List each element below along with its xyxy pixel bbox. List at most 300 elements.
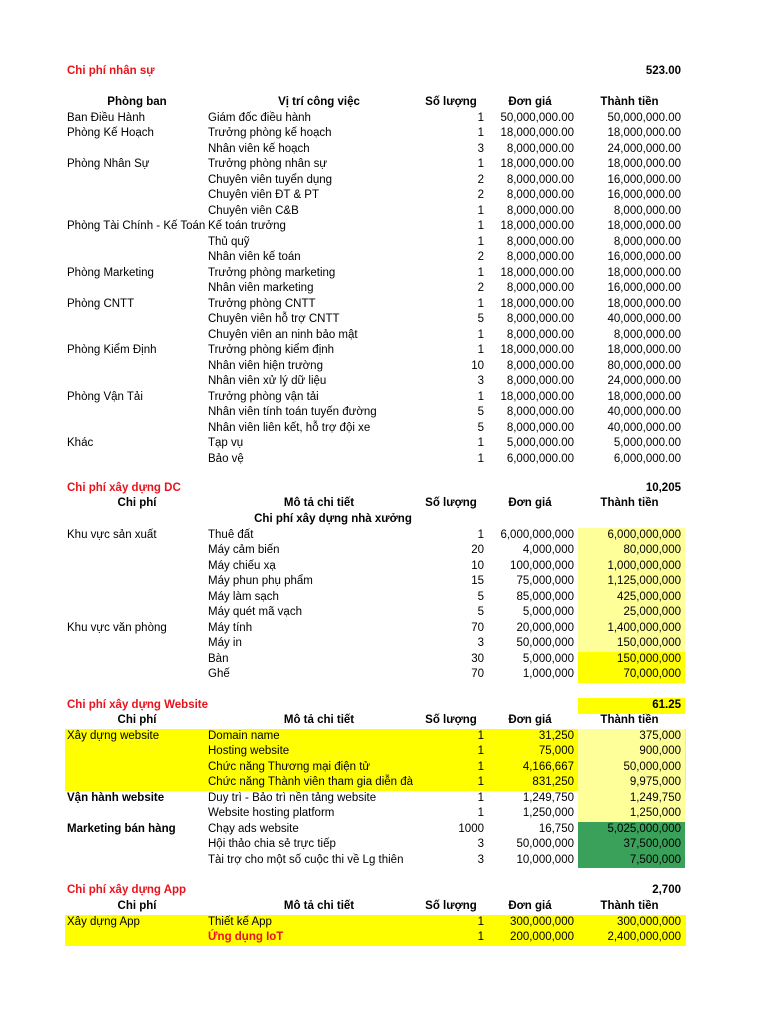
cell-unit-price[interactable]: 50,000,000 [516, 637, 574, 649]
cell-amount[interactable]: 50,000,000 [578, 760, 685, 776]
cell-category[interactable]: Marketing bán hàng [67, 822, 176, 835]
cell-category[interactable]: Phòng Kiểm Định [67, 344, 157, 356]
cell-description[interactable]: Bảo vệ [208, 452, 244, 465]
table-row [0, 359, 768, 375]
cell-quantity[interactable]: 3 [477, 142, 484, 155]
cell-category[interactable]: Khác [67, 437, 94, 449]
table-row [0, 405, 768, 421]
section-title[interactable]: Chi phí xây dựng App [67, 884, 187, 896]
cell-category[interactable] [67, 559, 207, 575]
cell-unit-price[interactable]: 31,250 [538, 729, 574, 742]
cell-unit-price[interactable]: 18,000,000.00 [500, 344, 574, 356]
cell-amount[interactable]: 18,000,000.00 [607, 297, 681, 310]
cell-amount[interactable]: 425,000,000 [578, 590, 685, 606]
cell-description[interactable]: Ứng dụng IoT [208, 931, 284, 943]
cell-amount[interactable]: 8,000,000.00 [613, 204, 681, 217]
cell-amount[interactable]: 16,000,000.00 [607, 251, 681, 263]
cell-unit-price[interactable]: 5,000,000 [522, 652, 574, 665]
cell-description[interactable]: Trưởng phòng kế hoạch [208, 127, 332, 139]
cell-unit-price[interactable]: 8,000,000.00 [506, 189, 574, 201]
cell-unit-price[interactable]: 831,250 [532, 776, 574, 788]
table-row [0, 528, 768, 544]
cell-description[interactable]: Chuyên viên ĐT & PT [208, 189, 320, 201]
header-col-b[interactable]: Mô tả chi tiết [283, 714, 355, 726]
cell-amount[interactable]: 70,000,000 [578, 667, 685, 683]
header-col-unit-price[interactable]: Đơn giá [508, 497, 552, 509]
cell-quantity[interactable]: 1 [477, 158, 484, 170]
cell-unit-price[interactable]: 8,000,000.00 [506, 235, 574, 248]
section-title-row [0, 64, 768, 80]
cell-quantity[interactable]: 1 [477, 729, 484, 742]
cell-amount[interactable]: 40,000,000.00 [607, 406, 681, 418]
table-row [0, 126, 768, 142]
cell-quantity[interactable]: 1 [477, 745, 484, 757]
cell-category[interactable] [67, 806, 207, 822]
cell-quantity[interactable]: 1000 [458, 822, 484, 835]
cell-description[interactable]: Hosting website [208, 745, 290, 757]
cell-category[interactable] [67, 543, 207, 559]
cell-unit-price[interactable]: 85,000,000 [516, 590, 574, 603]
cell-quantity[interactable]: 1 [477, 328, 484, 341]
cell-category[interactable]: Phòng Vận Tải [67, 390, 143, 403]
cell-category[interactable]: Phòng CNTT [67, 297, 135, 310]
cell-amount[interactable]: 6,000,000.00 [613, 452, 681, 465]
cell-unit-price[interactable]: 50,000,000.00 [500, 111, 574, 124]
cell-description[interactable]: Chạy ads website [208, 822, 299, 835]
cell-quantity[interactable]: 1 [477, 776, 484, 788]
header-col-b[interactable]: Mô tả chi tiết [283, 497, 355, 509]
header-col-amount[interactable]: Thành tiền [600, 96, 659, 108]
cell-category[interactable] [67, 235, 207, 251]
cell-description[interactable]: Domain name [208, 729, 280, 742]
header-col-b[interactable]: Vị trí công việc [278, 96, 360, 108]
section-title[interactable]: Chi phí nhân sự [67, 65, 155, 77]
sub-header[interactable]: Chi phí xây dựng nhà xưởng [254, 513, 412, 525]
table-row [0, 390, 768, 406]
section-total[interactable]: 523.00 [645, 65, 681, 77]
cell-amount[interactable]: 5,000,000.00 [613, 437, 681, 449]
column-header-row [0, 496, 768, 512]
cell-amount[interactable]: 18,000,000.00 [607, 266, 681, 279]
cell-unit-price[interactable]: 8,000,000.00 [506, 204, 574, 217]
cell-category[interactable] [67, 204, 207, 220]
cell-amount[interactable]: 8,000,000.00 [613, 235, 681, 248]
cell-description[interactable]: Kế toán trưởng [208, 220, 286, 232]
cell-amount[interactable]: 900,000 [578, 744, 685, 760]
cell-amount[interactable]: 1,125,000,000 [578, 574, 685, 590]
cell-description[interactable]: Tài trợ cho một số cuộc thi về Lg thiên [208, 853, 404, 866]
header-col-a[interactable]: Phòng ban [107, 96, 167, 108]
cell-description[interactable]: Ghế [208, 668, 230, 680]
header-col-a[interactable]: Chi phí [117, 900, 157, 912]
cell-unit-price[interactable]: 8,000,000.00 [506, 313, 574, 325]
cell-quantity[interactable]: 3 [477, 838, 484, 850]
cell-description[interactable]: Nhân viên liên kết, hỗ trợ đội xe [208, 421, 371, 434]
cell-amount[interactable]: 80,000,000.00 [607, 359, 681, 372]
cell-category[interactable] [67, 590, 207, 606]
cell-description[interactable]: Nhân viên marketing [208, 282, 314, 294]
cell-quantity[interactable]: 1 [477, 760, 484, 773]
cell-quantity[interactable]: 1 [477, 452, 484, 465]
table-row [0, 590, 768, 606]
cell-description[interactable]: Trưởng phòng CNTT [208, 297, 316, 310]
section-title[interactable]: Chi phí xây dựng DC [67, 482, 181, 494]
cell-category[interactable] [67, 312, 207, 328]
cell-unit-price[interactable]: 300,000,000 [510, 915, 574, 928]
cell-description[interactable]: Máy tính [208, 621, 253, 634]
cell-quantity[interactable]: 1 [477, 204, 484, 217]
cell-unit-price[interactable]: 100,000,000 [510, 559, 574, 572]
cell-amount[interactable]: 18,000,000.00 [607, 390, 681, 403]
cell-category[interactable]: Xây dựng App [67, 915, 140, 928]
cell-quantity[interactable]: 1 [477, 437, 484, 449]
cell-category[interactable] [67, 421, 207, 437]
cell-unit-price[interactable]: 5,000,000.00 [506, 437, 574, 449]
cell-category[interactable] [67, 930, 207, 946]
cell-category[interactable] [67, 405, 207, 421]
cell-quantity[interactable]: 70 [471, 621, 484, 634]
section-total[interactable]: 2,700 [652, 884, 681, 896]
cell-description[interactable]: Hội thảo chia sẻ trực tiếp [208, 838, 336, 850]
table-row [0, 250, 768, 266]
table-row [0, 621, 768, 637]
cell-description[interactable]: Bàn [208, 652, 229, 665]
table-row [0, 436, 768, 452]
table-row [0, 791, 768, 807]
cell-amount[interactable]: 18,000,000.00 [607, 127, 681, 139]
cell-quantity[interactable]: 3 [477, 637, 484, 649]
cell-unit-price[interactable]: 18,000,000.00 [500, 390, 574, 403]
table-row [0, 667, 768, 683]
cell-description[interactable]: Chuyên viên tuyển dụng [208, 173, 333, 186]
cell-amount[interactable]: 300,000,000 [617, 915, 681, 928]
cell-category[interactable] [67, 760, 207, 776]
cell-description[interactable]: Trưởng phòng nhân sự [208, 158, 328, 170]
cell-quantity[interactable]: 1 [477, 390, 484, 403]
cell-amount[interactable]: 18,000,000.00 [607, 158, 681, 170]
cell-quantity[interactable]: 5 [477, 590, 484, 603]
table-row [0, 219, 768, 235]
table-row [0, 142, 768, 158]
cell-quantity[interactable]: 1 [477, 791, 484, 804]
cell-amount[interactable]: 50,000,000.00 [607, 111, 681, 124]
cell-unit-price[interactable]: 1,249,750 [522, 791, 574, 804]
cell-unit-price[interactable]: 1,000,000 [522, 668, 574, 680]
header-col-qty[interactable]: Số lượng [425, 714, 477, 726]
cell-unit-price[interactable]: 4,000,000 [522, 544, 574, 556]
cell-description[interactable]: Nhân viên kế hoạch [208, 142, 310, 155]
cell-quantity[interactable]: 2 [477, 251, 484, 263]
table-row [0, 173, 768, 189]
cell-unit-price[interactable]: 75,000,000 [516, 575, 574, 587]
table-row [0, 822, 768, 838]
cell-description[interactable]: Duy trì - Bảo trì nền tảng website [208, 791, 377, 804]
cell-amount[interactable]: 7,500,000 [578, 853, 685, 869]
cell-quantity[interactable]: 1 [477, 915, 484, 928]
cell-description[interactable]: Thủ quỹ [208, 235, 250, 248]
cell-quantity[interactable]: 5 [477, 606, 484, 618]
table-row [0, 343, 768, 359]
cell-description[interactable]: Nhân viên kế toán [208, 251, 301, 263]
table-row [0, 543, 768, 559]
cell-unit-price[interactable]: 16,750 [538, 822, 574, 835]
section-total[interactable]: 10,205 [645, 482, 681, 494]
header-col-a[interactable]: Chi phí [117, 714, 157, 726]
header-col-amount[interactable]: Thành tiền [600, 900, 659, 912]
cell-unit-price[interactable]: 8,000,000.00 [506, 251, 574, 263]
column-header-row [0, 713, 768, 729]
cell-unit-price[interactable]: 8,000,000.00 [506, 421, 574, 434]
section-total[interactable]: 61.25 [578, 698, 685, 714]
cell-description[interactable]: Máy chiếu xạ [208, 559, 276, 572]
cell-amount[interactable]: 16,000,000.00 [607, 173, 681, 186]
cell-unit-price[interactable]: 5,000,000 [522, 606, 574, 618]
cell-quantity[interactable]: 1 [477, 931, 484, 943]
table-row [0, 605, 768, 621]
cell-quantity[interactable]: 3 [477, 375, 484, 387]
cell-amount[interactable]: 8,000,000.00 [613, 328, 681, 341]
cell-category[interactable] [67, 636, 207, 652]
cell-unit-price[interactable]: 8,000,000.00 [506, 375, 574, 387]
cell-quantity[interactable]: 15 [471, 575, 484, 587]
table-row [0, 421, 768, 437]
cell-category[interactable] [67, 744, 207, 760]
table-row [0, 729, 768, 745]
cell-category[interactable] [67, 142, 207, 158]
cell-unit-price[interactable]: 18,000,000.00 [500, 127, 574, 139]
cell-quantity[interactable]: 10 [471, 359, 484, 372]
cell-description[interactable]: Máy làm sạch [208, 590, 279, 603]
cell-category[interactable] [67, 853, 207, 869]
cell-description[interactable]: Máy in [208, 637, 242, 649]
table-row [0, 559, 768, 575]
cell-category[interactable]: Phòng Marketing [67, 266, 154, 279]
cell-quantity[interactable]: 2 [477, 189, 484, 201]
section-title-row [0, 883, 768, 899]
table-row [0, 636, 768, 652]
cell-description[interactable]: Tạp vụ [208, 437, 244, 449]
table-row [0, 775, 768, 791]
cell-amount[interactable]: 375,000 [578, 729, 685, 745]
table-row [0, 915, 768, 931]
cell-unit-price[interactable]: 200,000,000 [510, 931, 574, 943]
section-title[interactable]: Chi phí xây dựng Website [67, 699, 209, 711]
cell-unit-price[interactable]: 50,000,000 [516, 838, 574, 850]
cell-quantity[interactable]: 1 [477, 807, 484, 819]
cell-category[interactable]: Vận hành website [67, 791, 165, 804]
cell-unit-price[interactable]: 8,000,000.00 [506, 282, 574, 294]
cell-category[interactable] [67, 281, 207, 297]
table-row [0, 806, 768, 822]
cell-quantity[interactable]: 1 [477, 528, 484, 541]
cell-amount[interactable]: 5,025,000,000 [578, 822, 685, 838]
header-col-b[interactable]: Mô tả chi tiết [283, 900, 355, 912]
cell-category[interactable] [67, 188, 207, 204]
cell-description[interactable]: Trưởng phòng vận tải [208, 390, 319, 403]
cell-quantity[interactable]: 1 [477, 235, 484, 248]
cell-quantity[interactable]: 10 [471, 559, 484, 572]
cell-description[interactable]: Website hosting platform [208, 807, 335, 819]
cell-unit-price[interactable]: 8,000,000.00 [506, 328, 574, 341]
cell-unit-price[interactable]: 8,000,000.00 [506, 406, 574, 418]
header-col-unit-price[interactable]: Đơn giá [508, 96, 552, 108]
cell-quantity[interactable]: 5 [477, 421, 484, 434]
cell-quantity[interactable]: 5 [477, 406, 484, 418]
cell-description[interactable]: Thiết kế App [208, 915, 272, 928]
cell-quantity[interactable]: 2 [477, 173, 484, 186]
cell-amount[interactable]: 24,000,000.00 [607, 375, 681, 387]
cell-category[interactable]: Xây dựng website [67, 729, 160, 742]
cell-unit-price[interactable]: 1,250,000 [522, 807, 574, 819]
table-row [0, 837, 768, 853]
cell-category[interactable]: Phòng Nhân Sự [67, 158, 150, 170]
cell-unit-price[interactable]: 8,000,000.00 [506, 142, 574, 155]
cell-description[interactable]: Chuyên viên an ninh bảo mật [208, 328, 358, 341]
cell-category[interactable] [67, 837, 207, 853]
cell-quantity[interactable]: 1 [477, 266, 484, 279]
cell-description[interactable]: Chức năng Thành viên tham gia diễn đà [208, 776, 414, 788]
cell-description[interactable]: Thuê đất [208, 528, 254, 541]
cell-amount[interactable]: 1,249,750 [578, 791, 685, 807]
cell-category[interactable]: Phòng Tài Chính - Kế Toán [67, 220, 206, 232]
header-col-unit-price[interactable]: Đơn giá [508, 714, 552, 726]
cell-category[interactable]: Ban Điều Hành [67, 111, 145, 124]
cell-amount[interactable]: 37,500,000 [578, 837, 685, 853]
sub-header-row [0, 512, 768, 528]
cell-quantity[interactable]: 2 [477, 282, 484, 294]
table-row [0, 312, 768, 328]
cell-description[interactable]: Máy cảm biến [208, 544, 280, 556]
cell-description[interactable]: Trưởng phòng kiểm định [208, 344, 335, 356]
cell-description[interactable]: Nhân viên xử lý dữ liệu [208, 375, 327, 387]
header-col-a[interactable]: Chi phí [117, 497, 157, 509]
cell-unit-price[interactable]: 75,000 [538, 745, 574, 757]
header-col-unit-price[interactable]: Đơn giá [508, 900, 552, 912]
cell-description[interactable]: Trưởng phòng marketing [208, 266, 336, 279]
header-col-qty[interactable]: Số lượng [425, 497, 477, 509]
cell-unit-price[interactable]: 8,000,000.00 [506, 173, 574, 186]
cell-amount[interactable]: 1,250,000 [578, 806, 685, 822]
cell-amount[interactable]: 40,000,000.00 [607, 421, 681, 434]
cell-category[interactable] [67, 667, 207, 683]
cell-quantity[interactable]: 3 [477, 853, 484, 866]
header-col-amount[interactable]: Thành tiền [600, 714, 659, 726]
cell-quantity[interactable]: 20 [471, 544, 484, 556]
table-row [0, 297, 768, 313]
cell-quantity[interactable]: 1 [477, 344, 484, 356]
cell-category[interactable] [67, 328, 207, 344]
cell-amount[interactable]: 24,000,000.00 [607, 142, 681, 155]
cell-unit-price[interactable]: 4,166,667 [522, 760, 574, 773]
cell-amount[interactable]: 16,000,000.00 [607, 282, 681, 294]
cell-category[interactable] [67, 605, 207, 621]
cell-amount[interactable]: 6,000,000,000 [578, 528, 685, 544]
cell-unit-price[interactable]: 20,000,000 [516, 621, 574, 634]
cell-amount[interactable]: 1,000,000,000 [578, 559, 685, 575]
cell-quantity[interactable]: 30 [471, 652, 484, 665]
table-row [0, 157, 768, 173]
cell-quantity[interactable]: 70 [471, 668, 484, 680]
cell-amount[interactable]: 80,000,000 [578, 543, 685, 559]
cell-quantity[interactable]: 1 [477, 111, 484, 124]
cell-description[interactable]: Nhân viên hiện trường [208, 359, 323, 372]
cell-quantity[interactable]: 1 [477, 127, 484, 139]
cell-description[interactable]: Máy quét mã vạch [208, 606, 302, 618]
cell-unit-price[interactable]: 18,000,000.00 [500, 220, 574, 232]
header-col-qty[interactable]: Số lượng [425, 900, 477, 912]
cell-unit-price[interactable]: 8,000,000.00 [506, 359, 574, 372]
table-row [0, 853, 768, 869]
cell-description[interactable]: Giám đốc điều hành [208, 111, 311, 124]
cell-unit-price[interactable]: 6,000,000,000 [500, 528, 574, 541]
cell-category[interactable] [67, 374, 207, 390]
cell-category[interactable]: Khu vực sản xuất [67, 528, 157, 541]
cell-unit-price[interactable]: 18,000,000.00 [500, 266, 574, 279]
cell-quantity[interactable]: 1 [477, 220, 484, 232]
cell-description[interactable]: Nhân viên tính toán tuyến đường [208, 406, 377, 418]
table-row [0, 111, 768, 127]
cell-amount[interactable]: 150,000,000 [578, 652, 685, 668]
header-col-amount[interactable]: Thành tiền [600, 497, 659, 509]
cell-amount[interactable]: 1,400,000,000 [578, 621, 685, 637]
table-row [0, 235, 768, 251]
cell-unit-price[interactable]: 6,000,000.00 [506, 452, 574, 465]
table-row [0, 374, 768, 390]
cell-amount[interactable]: 25,000,000 [578, 605, 685, 621]
cell-category[interactable] [67, 359, 207, 375]
table-row [0, 452, 768, 468]
cell-description[interactable]: Chuyên viên C&B [208, 204, 299, 217]
cell-category[interactable] [67, 452, 207, 468]
table-row [0, 760, 768, 776]
cell-category[interactable] [67, 173, 207, 189]
cell-category[interactable] [67, 574, 207, 590]
cell-unit-price[interactable]: 18,000,000.00 [500, 158, 574, 170]
header-col-qty[interactable]: Số lượng [425, 96, 477, 108]
cell-amount[interactable]: 18,000,000.00 [607, 344, 681, 356]
cell-amount[interactable]: 150,000,000 [578, 636, 685, 652]
cell-amount[interactable]: 40,000,000.00 [607, 313, 681, 325]
table-row [0, 574, 768, 590]
column-header-row [0, 95, 768, 111]
table-row [0, 188, 768, 204]
cell-quantity[interactable]: 5 [477, 313, 484, 325]
table-row [0, 328, 768, 344]
table-row [0, 744, 768, 760]
table-row [0, 266, 768, 282]
cell-description[interactable]: Máy phun phụ phẩm [208, 575, 313, 587]
cell-amount[interactable]: 18,000,000.00 [607, 220, 681, 232]
table-row [0, 652, 768, 668]
cell-category[interactable] [67, 250, 207, 266]
cell-unit-price[interactable]: 10,000,000 [516, 853, 574, 866]
table-row [0, 281, 768, 297]
table-row [0, 204, 768, 220]
cell-amount[interactable]: 9,975,000 [578, 775, 685, 791]
cell-category[interactable] [67, 775, 207, 791]
table-row [0, 930, 768, 946]
cell-description[interactable]: Chức năng Thương mại điện tử [208, 760, 371, 773]
column-header-row [0, 899, 768, 915]
cell-quantity[interactable]: 1 [477, 297, 484, 310]
cell-unit-price[interactable]: 18,000,000.00 [500, 297, 574, 310]
cell-amount[interactable]: 2,400,000,000 [607, 931, 681, 943]
cell-category[interactable]: Phòng Kế Hoạch [67, 127, 154, 139]
cell-description[interactable]: Chuyên viên hỗ trợ CNTT [208, 313, 340, 325]
cell-amount[interactable]: 16,000,000.00 [607, 189, 681, 201]
cell-category[interactable]: Khu vực văn phòng [67, 621, 167, 634]
cell-category[interactable] [67, 652, 207, 668]
